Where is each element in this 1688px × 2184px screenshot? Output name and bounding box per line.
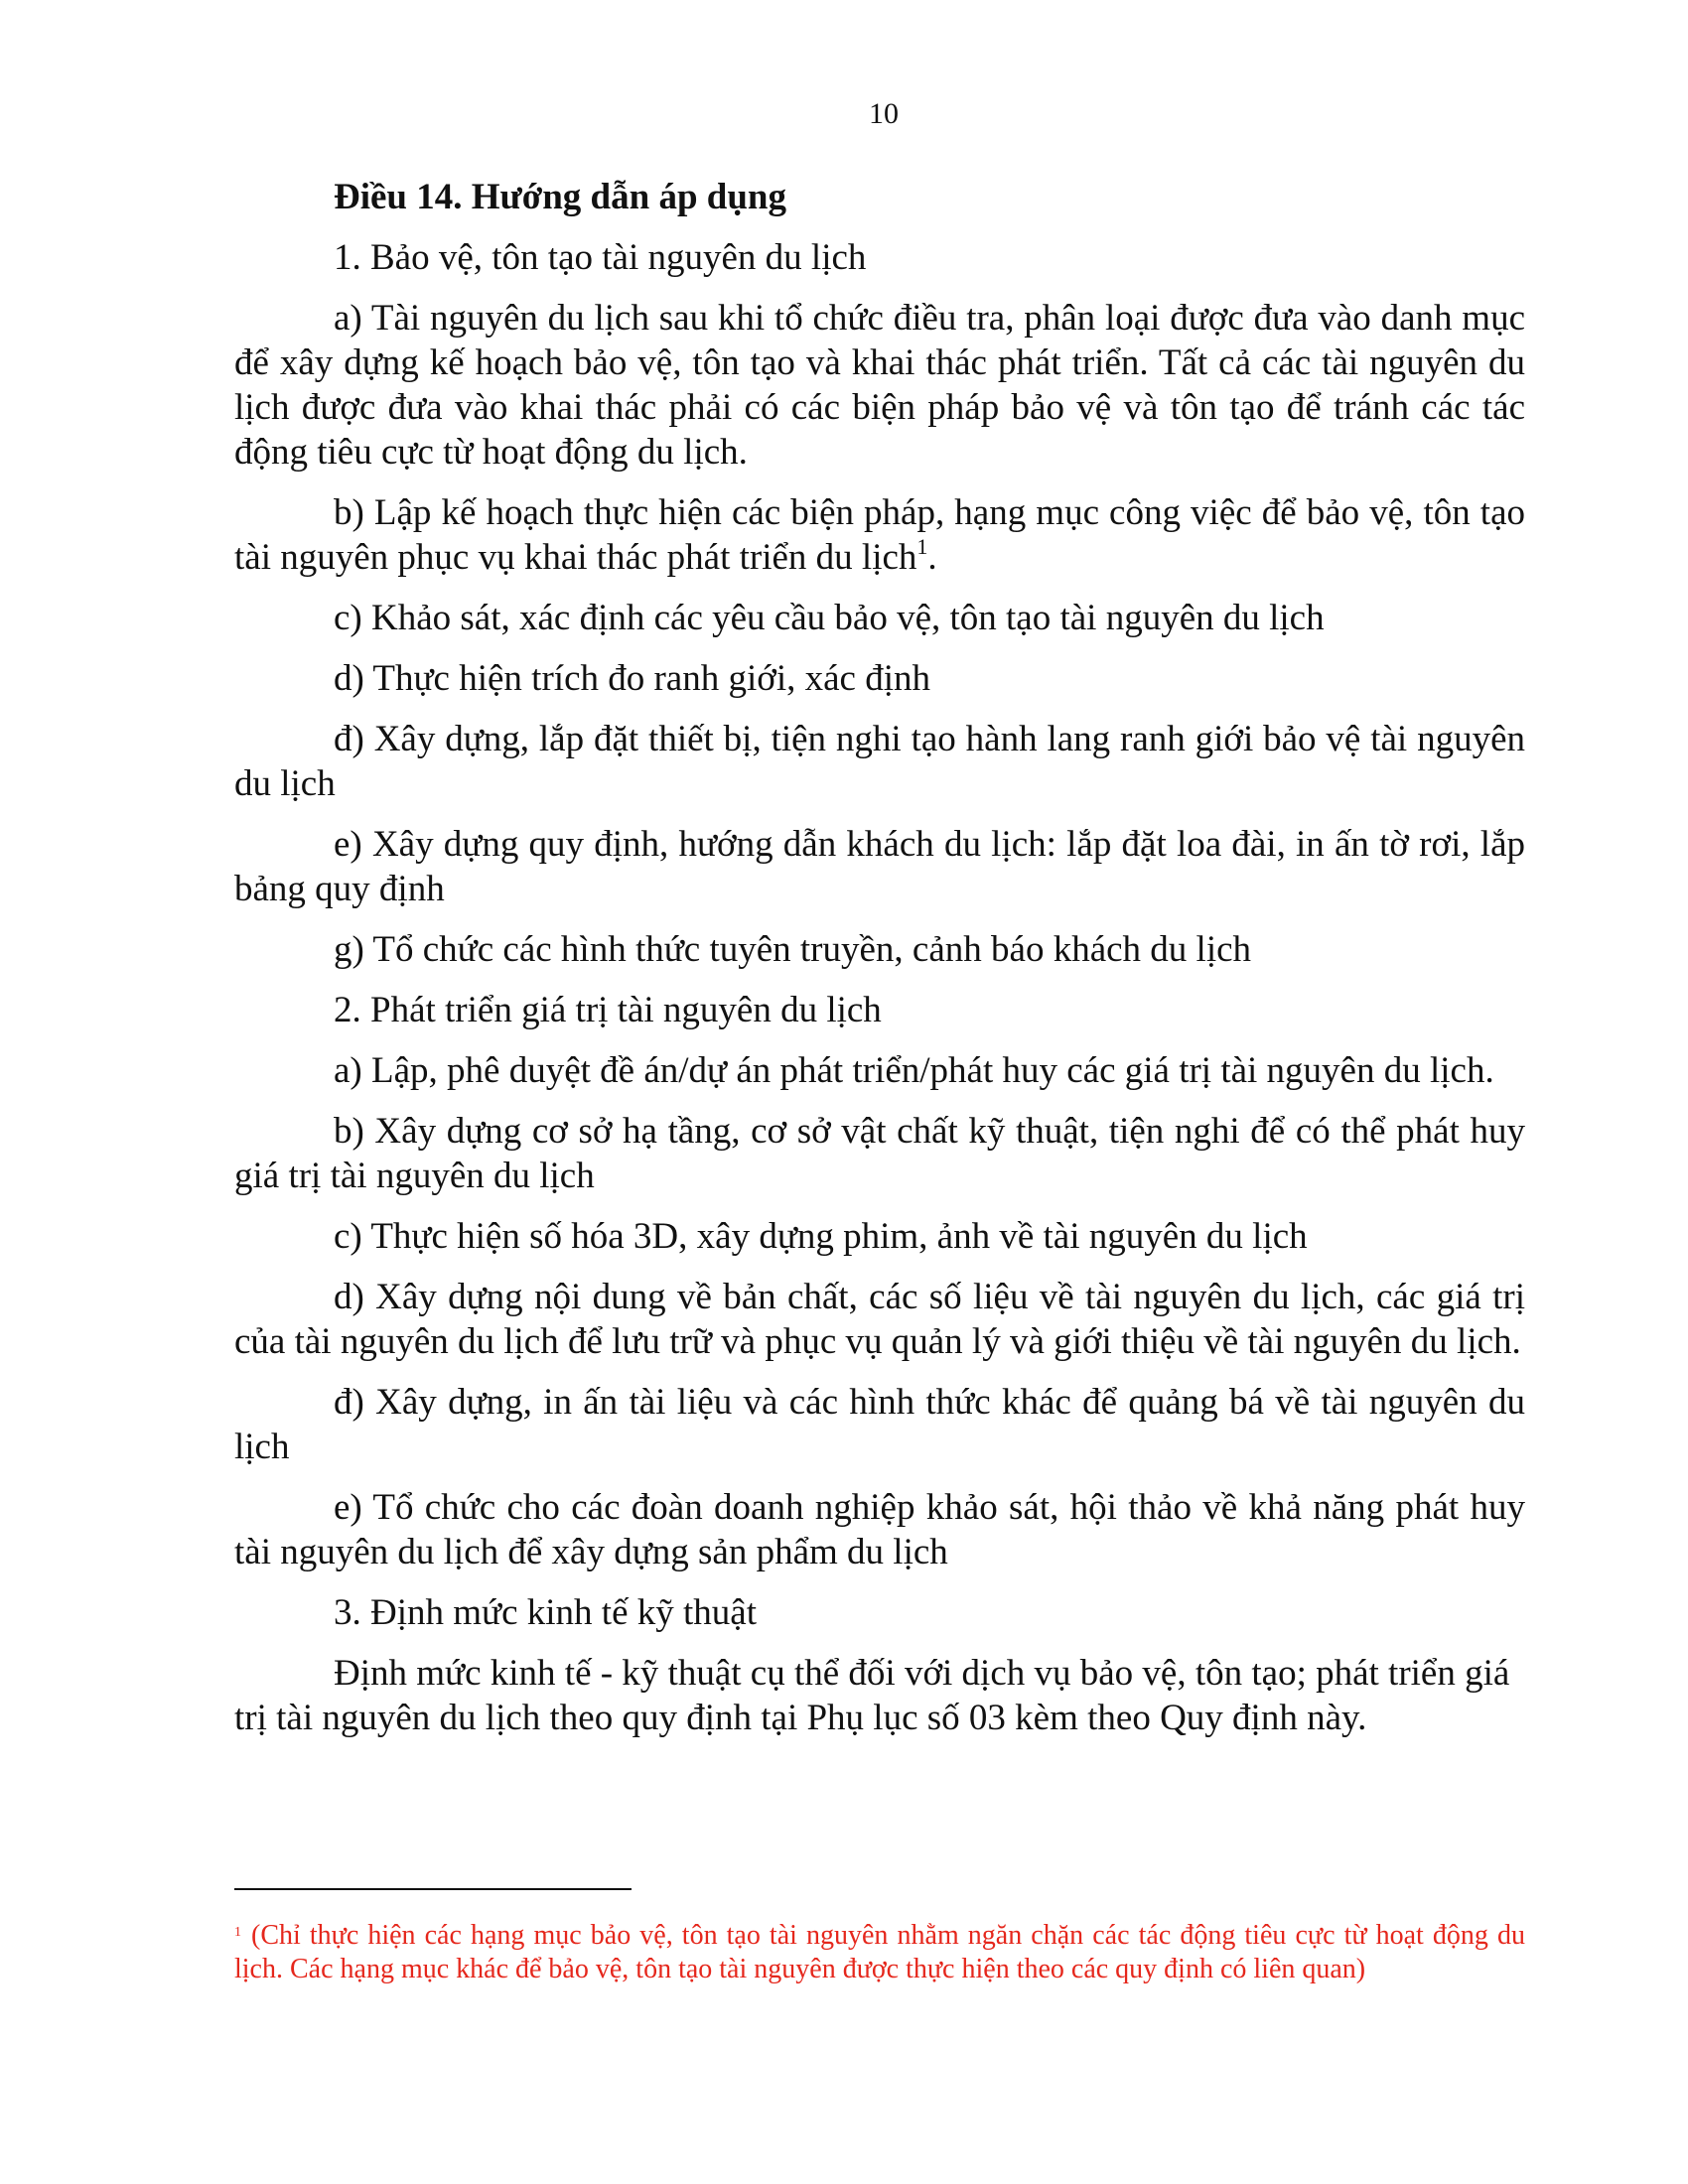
paragraph-1c: c) Khảo sát, xác định các yêu cầu bảo vệ, tôn tạo tài nguyên du lịch — [334, 598, 1325, 638]
paragraph-2a: a) Lập, phê duyệt đề án/dự án phát triển/phát huy các giá trị tài nguyên du lịch. — [334, 1050, 1494, 1091]
paragraph-1b-text: b) Lập kế hoạch thực hiện các biện pháp, hạng mục công việc để bảo vệ, tôn tạo tài nguyên phục vụ khai thác phát triển du lịch — [234, 492, 1525, 578]
paragraph-1g: g) Tổ chức các hình thức tuyên truyền, cảnh báo khách du lịch — [334, 929, 1252, 970]
footnote-text: (Chỉ thực hiện các hạng mục bảo vệ, tôn tạo tài nguyên nhằm ngăn chặn các tác động tiêu cực từ hoạt động du lịch. Các hạng mục khác để bảo vệ, tôn tạo tài nguyên được thực hiện theo các quy định có liên quan) — [234, 1920, 1525, 1984]
footnote — [234, 1916, 1525, 1986]
paragraph-1e: e) Xây dựng quy định, hướng dẫn khách du lịch: lắp đặt loa đài, in ấn tờ rơi, lắp bảng quy định — [234, 824, 1525, 909]
paragraph-1d: d) Thực hiện trích đo ranh giới, xác định — [334, 658, 930, 699]
paragraph-2e: e) Tổ chức cho các đoàn doanh nghiệp khảo sát, hội thảo về khả năng phát huy tài nguyên du lịch để xây dựng sản phẩm du lịch — [234, 1487, 1525, 1572]
section-2-title: 2. Phát triển giá trị tài nguyên du lịch — [334, 990, 882, 1030]
paragraph-3-body: Định mức kinh tế - kỹ thuật cụ thể đối với dịch vụ bảo vệ, tôn tạo; phát triển giá trị tài nguyên du lịch theo quy định tại Phụ lục số 03 kèm theo Quy định này. — [234, 1653, 1510, 1738]
footnote-reference[interactable]: 1 — [916, 534, 928, 559]
paragraph-1b — [234, 490, 1525, 580]
paragraph-1a: a) Tài nguyên du lịch sau khi tổ chức điều tra, phân loại được đưa vào danh mục để xây dựng kế hoạch bảo vệ, tôn tạo và khai thác phát triển. Tất cả các tài nguyên du lịch được đưa vào khai thác phải có các biện pháp bảo vệ và tôn tạo để tránh các tác động tiêu cực từ hoạt động du lịch. — [234, 298, 1525, 473]
article-heading: Điều 14. Hướng dẫn áp dụng — [334, 177, 787, 217]
footnote-separator — [234, 1888, 632, 1890]
paragraph-2dd: đ) Xây dựng, in ấn tài liệu và các hình thức khác để quảng bá về tài nguyên du lịch — [234, 1382, 1525, 1467]
paragraph-1b-period: . — [927, 537, 937, 578]
paragraph-2c: c) Thực hiện số hóa 3D, xây dựng phim, ảnh về tài nguyên du lịch — [334, 1216, 1308, 1257]
paragraph-1dd: đ) Xây dựng, lắp đặt thiết bị, tiện nghi tạo hành lang ranh giới bảo vệ tài nguyên du lịch — [234, 719, 1525, 804]
paragraph-2d: d) Xây dựng nội dung về bản chất, các số liệu về tài nguyên du lịch, các giá trị của tài nguyên du lịch để lưu trữ và phục vụ quản lý và giới thiệu về tài nguyên du lịch. — [234, 1277, 1525, 1362]
section-1-title: 1. Bảo vệ, tôn tạo tài nguyên du lịch — [334, 237, 867, 278]
article-body — [234, 175, 1525, 1756]
section-3-title: 3. Định mức kinh tế kỹ thuật — [334, 1592, 757, 1633]
page-number: 10 — [869, 97, 899, 130]
footnote-marker: 1 — [234, 1925, 241, 1940]
paragraph-2b: b) Xây dựng cơ sở hạ tầng, cơ sở vật chất kỹ thuật, tiện nghi để có thể phát huy giá trị tài nguyên du lịch — [234, 1111, 1525, 1196]
